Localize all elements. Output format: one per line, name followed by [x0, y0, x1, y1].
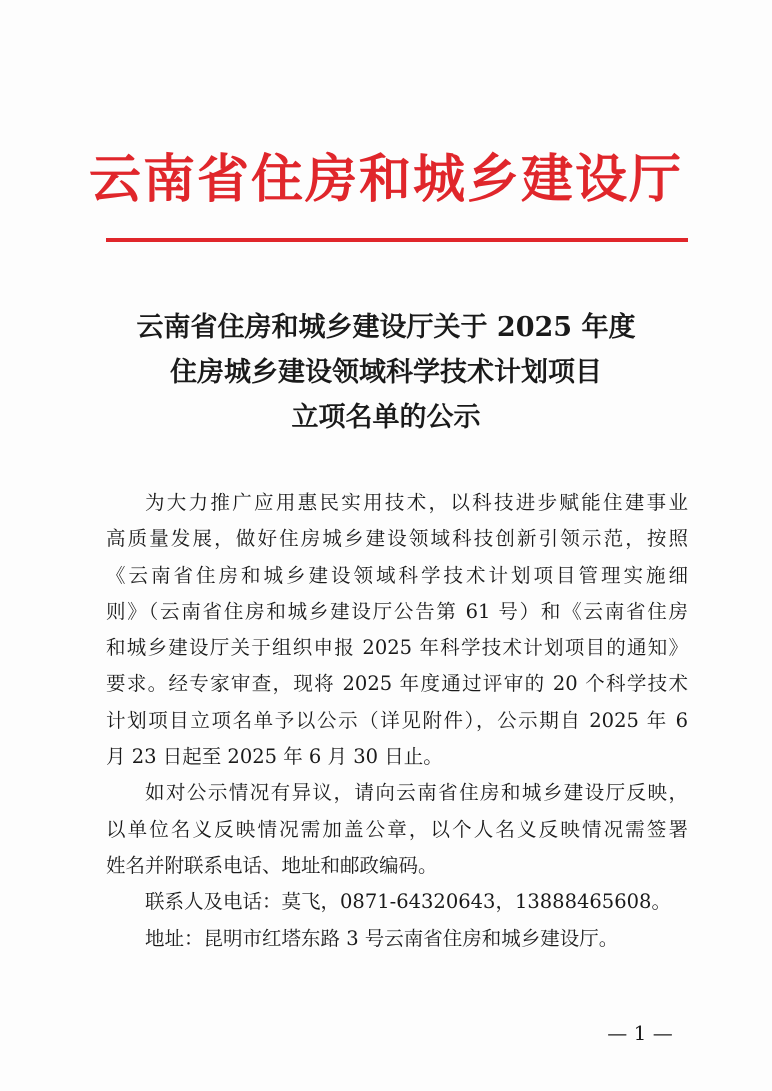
paragraph-line: 为大力推广应用惠民实用技术，以科技进步赋能住建事业	[145, 491, 688, 514]
title-line: 住房城乡建设领域科学技术计划项目	[170, 357, 602, 388]
paragraph-line: 姓名并附联系电话、地址和邮政编码。	[106, 853, 438, 877]
paragraph-line: 和城乡建设厅关于组织申报 2025 年科学技术计划项目的通知》	[106, 636, 688, 660]
masthead-org-name: 云南省住房和城乡建设厅	[88, 149, 683, 210]
paragraph-line: 以单位名义反映情况需加盖公章，以个人名义反映情况需签署	[106, 817, 688, 841]
masthead-red-rule	[106, 238, 688, 242]
paragraph-line: 高质量发展，做好住房城乡建设领域科技创新引领示范，按照	[106, 527, 688, 551]
paragraph-line: 《云南省住房和城乡建设领域科学技术计划项目管理实施细	[106, 563, 688, 587]
page-number: — 1 —	[607, 1021, 673, 1045]
address-line: 地址：昆明市红塔东路 3 号云南省住房和城乡建设厅。	[145, 926, 619, 950]
paragraph-announcement	[106, 488, 688, 772]
title-line: 立项名单的公示	[291, 402, 481, 433]
paragraph-line: 如对公示情况有异议，请向云南省住房和城乡建设厅反映，	[145, 781, 688, 805]
paragraph-line: 月 23 日起至 2025 年 6 月 30 日止。	[106, 745, 443, 769]
paragraph-line: 要求。经专家审查，现将 2025 年度通过评审的 20 个科学技术	[106, 672, 688, 696]
contact-paragraph	[106, 887, 688, 917]
document-body	[106, 488, 688, 960]
contact-line: 联系人及电话：莫飞，0871-64320643，13888465608。	[145, 890, 671, 914]
paragraph-objection	[106, 778, 688, 881]
address-paragraph	[106, 924, 688, 954]
title-line: 云南省住房和城乡建设厅关于 2025 年度	[136, 312, 636, 343]
paragraph-line: 计划项目立项名单予以公示（详见附件），公示期自 2025 年 6	[106, 708, 688, 732]
document-title	[0, 305, 772, 440]
paragraph-line: 则》（云南省住房和城乡建设厅公告第 61 号）和《云南省住房	[106, 599, 688, 623]
